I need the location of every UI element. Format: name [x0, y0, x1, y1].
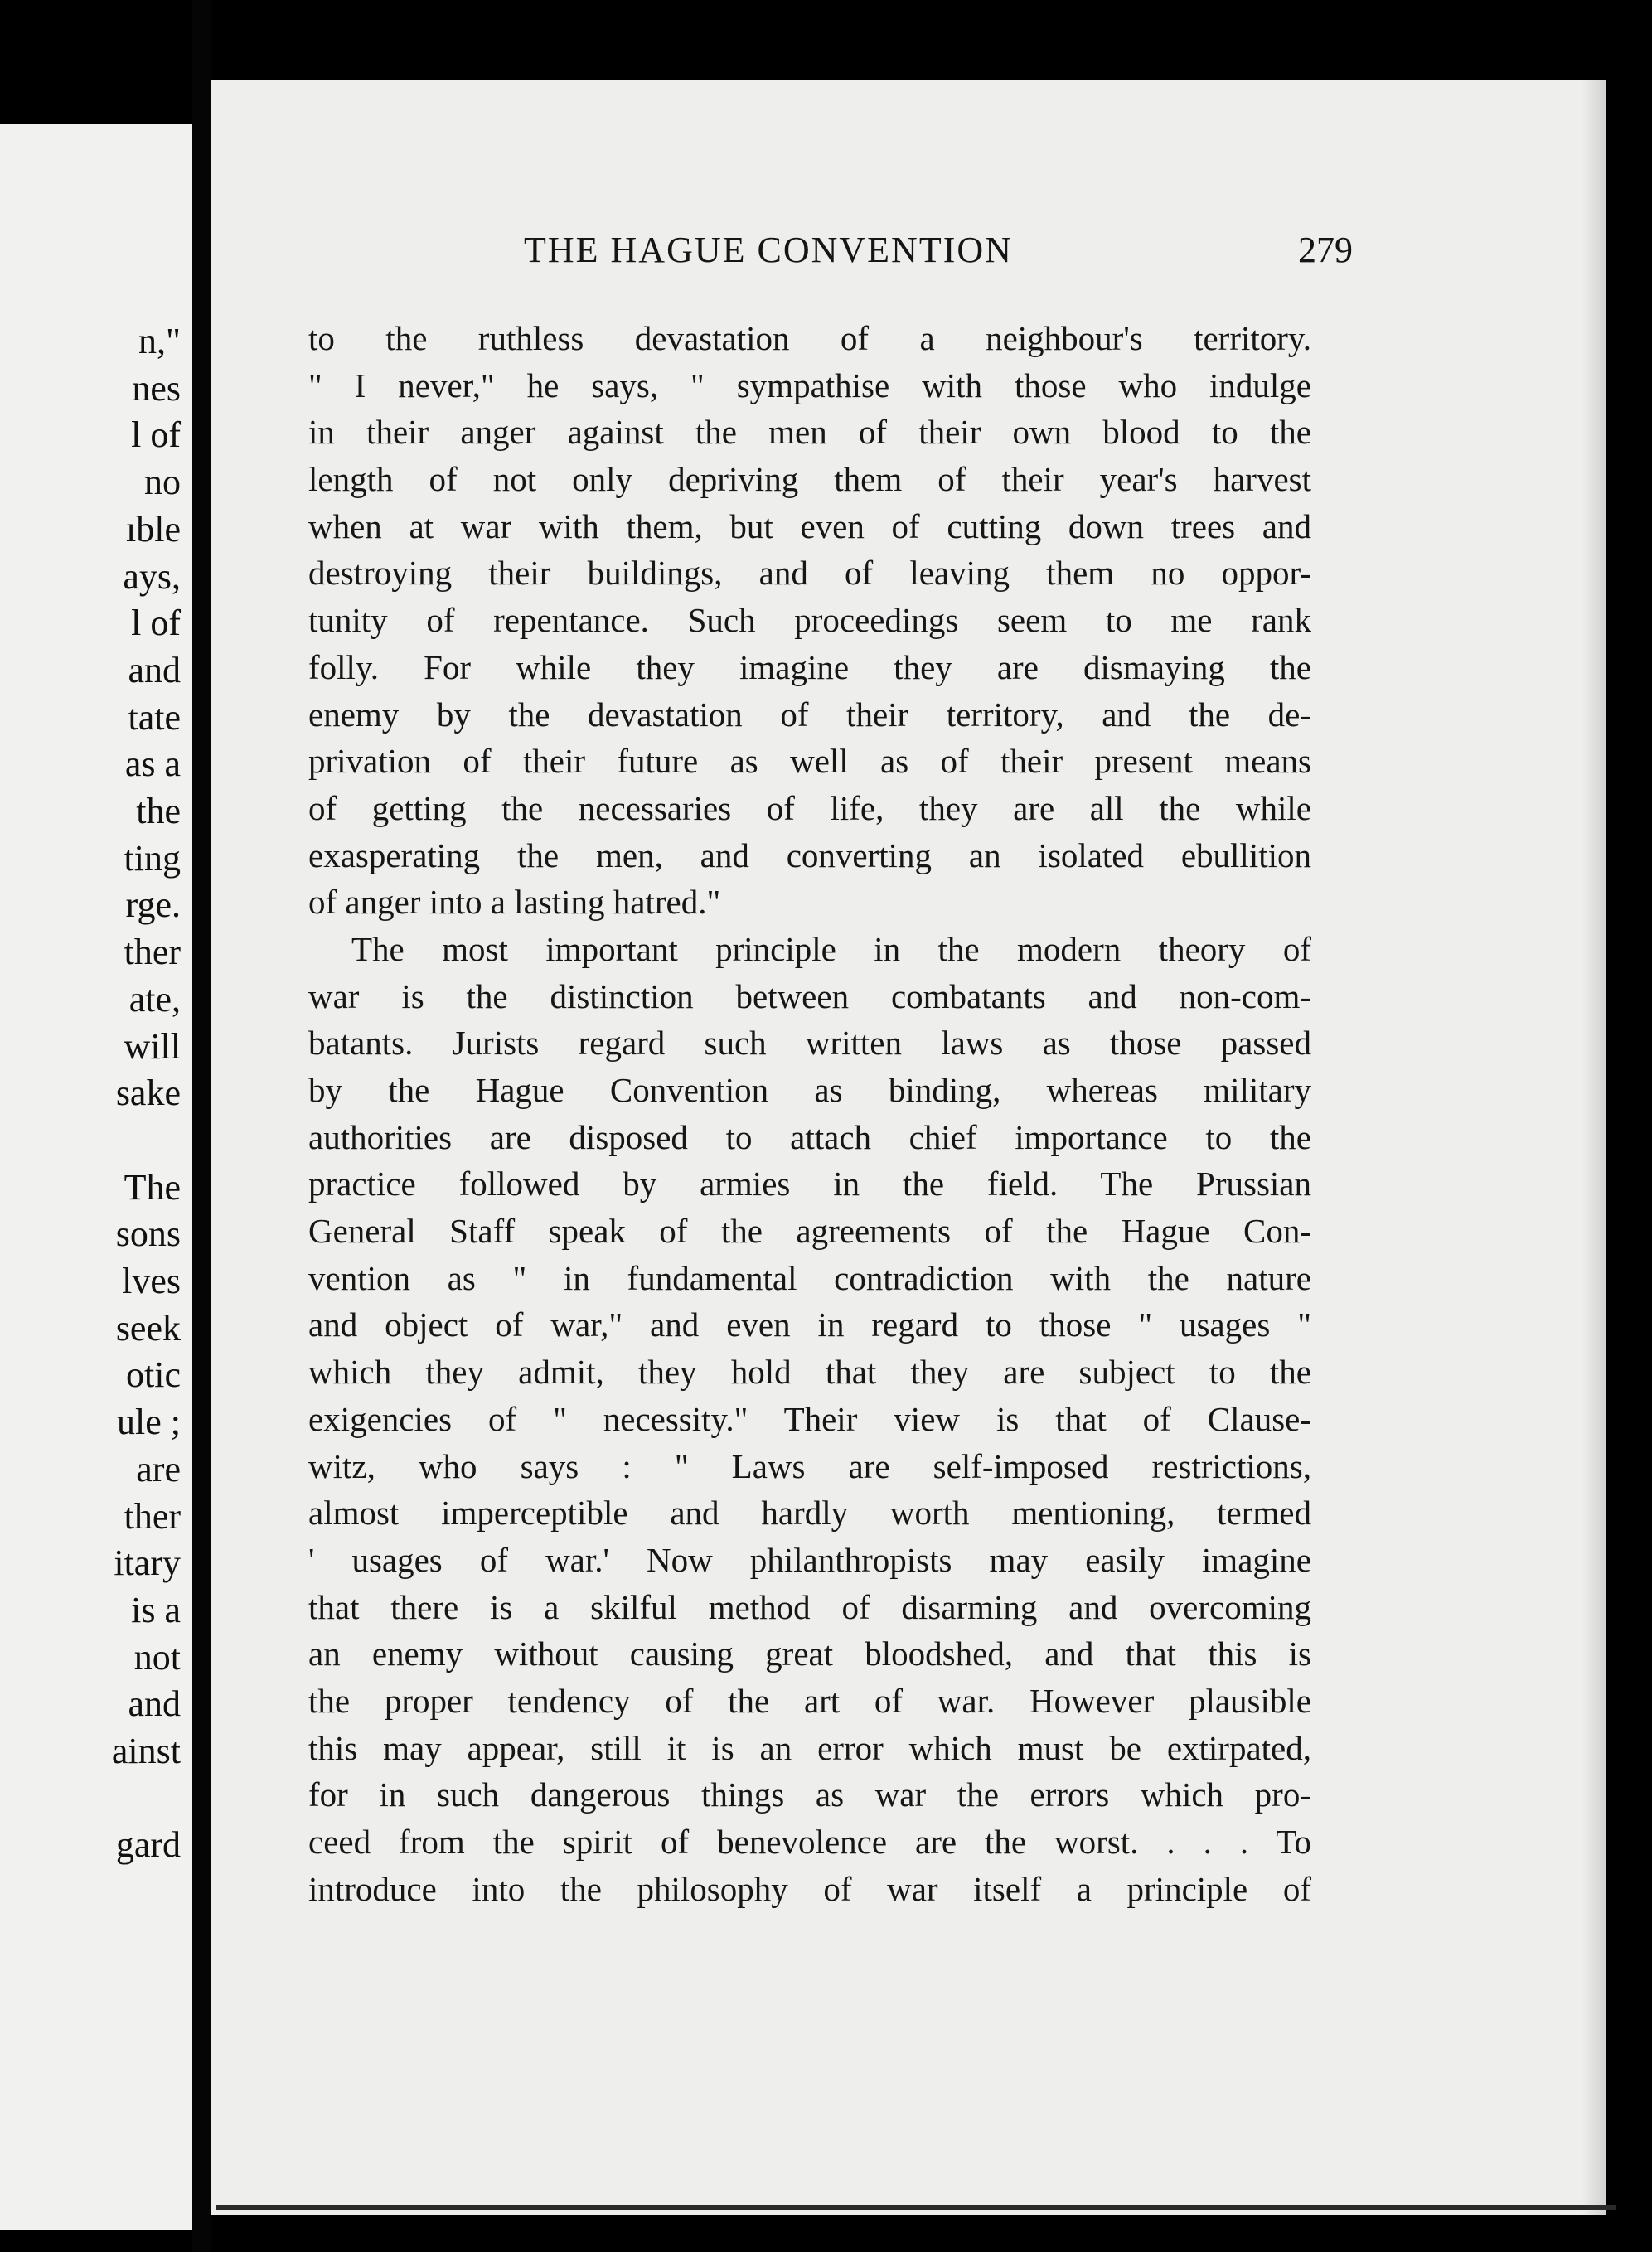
previous-page-fragment: ther — [124, 1495, 181, 1537]
previous-page-fragment: ıble — [126, 508, 181, 550]
previous-page-fragment: and — [128, 649, 181, 690]
running-title: THE HAGUE CONVENTION — [524, 230, 1013, 270]
previous-page-fragment: otic — [126, 1354, 181, 1396]
previous-page-fragment: tate — [128, 696, 181, 738]
previous-page-fragment: ainst — [111, 1731, 181, 1771]
previous-page-fragment: is a — [131, 1589, 181, 1630]
book-gutter — [192, 0, 211, 2252]
text-line: which they admit, they hold that they are subject to the — [308, 1353, 1311, 1392]
text-line: authorities are disposed to attach chief importance to the — [308, 1117, 1311, 1156]
previous-page-fragment: n," — [138, 321, 181, 361]
text-line: of getting the necessaries of life, they are all the while — [308, 788, 1311, 827]
text-line: an enemy without causing great bloodshed, and that this is — [308, 1635, 1311, 1673]
previous-page-fragment: itary — [114, 1542, 181, 1584]
text-line: folly. For while they imagine they are dismaying the — [308, 647, 1311, 686]
previous-page-fragment: The — [124, 1166, 181, 1208]
text-line: to the ruthless devastation of a neighbour's territory. — [308, 319, 1311, 357]
previous-page-fragment: and — [128, 1683, 181, 1725]
previous-page-fragment: rge. — [125, 884, 181, 926]
text-line: destroying their buildings, and of leaving them no oppor- — [308, 554, 1311, 593]
previous-page-fragment: as a — [124, 743, 181, 785]
text-line: The most important principle in the modern theory of — [351, 929, 1311, 968]
text-line: that there is a skilful method of disarming and overcoming — [308, 1587, 1311, 1626]
previous-page-fragment: gard — [115, 1824, 181, 1866]
previous-page-fragment: will — [124, 1025, 181, 1067]
previous-page-fragment: ule ; — [117, 1402, 181, 1443]
text-line: ceed from the spirit of benevolence are the worst. . . . To — [308, 1823, 1311, 1861]
text-line: batants. Jurists regard such written laws as those passed — [308, 1024, 1311, 1063]
text-line: privation of their future as well as of their present means — [308, 742, 1311, 781]
previous-page-fragment: l of — [131, 414, 181, 456]
previous-page-fragment: sons — [115, 1213, 181, 1255]
previous-page-fragment: nes — [132, 367, 181, 409]
previous-page-fragment: not — [133, 1636, 181, 1678]
text-line: war is the distinction between combatants and non-com- — [308, 976, 1311, 1015]
text-line: vention as " in fundamental contradiction with the nature — [308, 1258, 1311, 1297]
text-line: enemy by the devastation of their territory, and the de- — [308, 695, 1311, 734]
text-line: General Staff speak of the agreements of the Hague Con- — [308, 1212, 1311, 1251]
text-line: for in such dangerous things as war the errors which pro- — [308, 1775, 1311, 1814]
previous-page-edge — [0, 124, 192, 2230]
previous-page-fragment: no — [144, 462, 181, 503]
previous-page-fragment: seek — [115, 1307, 181, 1349]
previous-page-fragment: ate, — [128, 978, 181, 1019]
text-line: exasperating the men, and converting an isolated ebullition — [308, 835, 1311, 874]
text-line: when at war with them, but even of cutting down trees and — [308, 506, 1311, 545]
body-text — [308, 315, 1311, 1912]
text-line: of anger into a lasting hatred." — [308, 883, 721, 922]
previous-page-fragment: l of — [131, 603, 181, 644]
text-line: " I never," he says, " sympathise with those who indulge — [308, 366, 1311, 404]
previous-page-fragment: sake — [115, 1073, 181, 1114]
text-line: length of not only depriving them of their year's harvest — [308, 460, 1311, 499]
text-line: by the Hague Convention as binding, whereas military — [308, 1071, 1311, 1109]
previous-page-fragment: are — [136, 1448, 181, 1489]
text-line: this may appear, still it is an error which must be extirpated, — [308, 1728, 1311, 1767]
text-line: ' usages of war.' Now philanthropists may easily imagine — [308, 1540, 1311, 1579]
previous-page-fragment: ays, — [123, 555, 181, 597]
text-line: witz, who says : " Laws are self-imposed restrictions, — [308, 1446, 1311, 1485]
page-bottom-edge — [216, 2205, 1616, 2210]
page-number: 279 — [1298, 230, 1353, 270]
running-header — [317, 229, 1353, 278]
text-line: practice followed by armies in the field. The Prussian — [308, 1165, 1311, 1203]
previous-page-fragment: the — [136, 791, 181, 831]
text-line: the proper tendency of the art of war. However plausible — [308, 1681, 1311, 1720]
previous-page-fragment: lves — [122, 1261, 181, 1301]
text-line: exigencies of " necessity." Their view is that of Clause- — [308, 1399, 1311, 1438]
text-line: almost imperceptible and hardly worth mentioning, termed — [308, 1494, 1311, 1533]
previous-page-fragment: ting — [124, 837, 181, 879]
text-line: introduce into the philosophy of war itself a principle of — [308, 1869, 1311, 1908]
previous-page-fragment: ther — [124, 932, 181, 973]
text-line: tunity of repentance. Such proceedings seem to me rank — [308, 601, 1311, 640]
text-line: and object of war," and even in regard to those " usages " — [308, 1305, 1311, 1344]
text-line: in their anger against the men of their own blood to the — [308, 413, 1311, 452]
